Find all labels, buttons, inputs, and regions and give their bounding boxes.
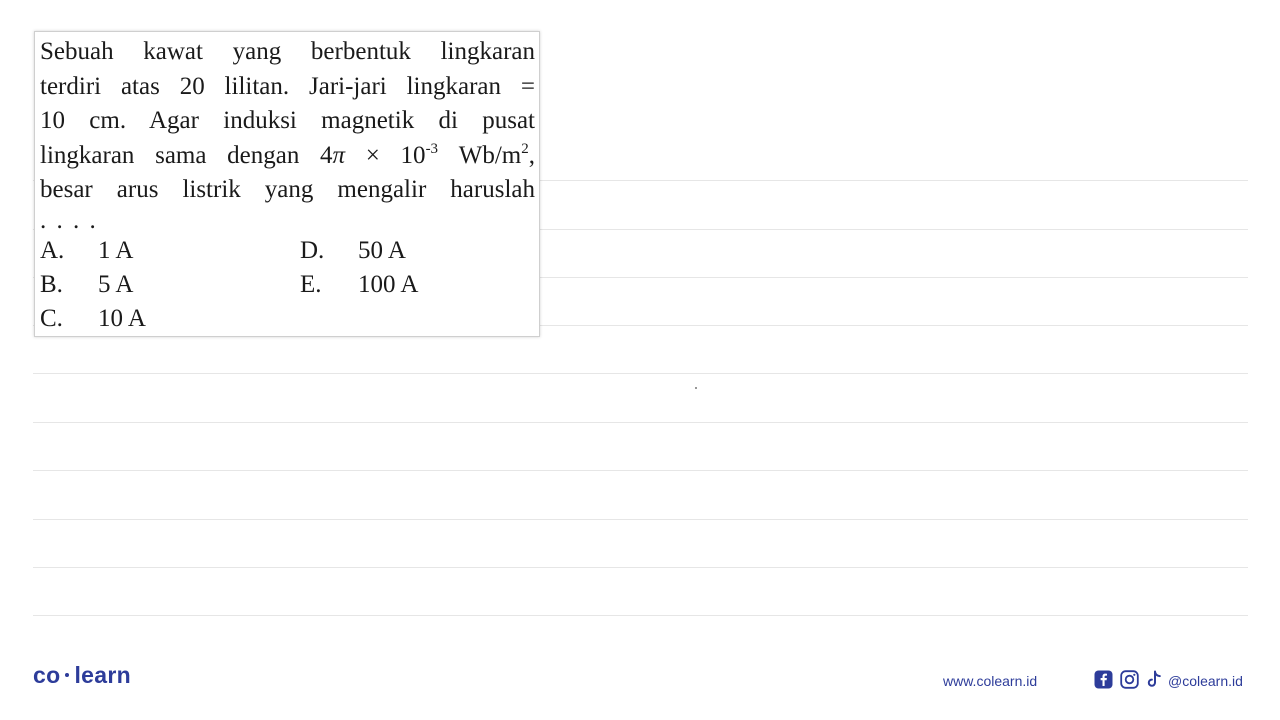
option-value: 1 A bbox=[98, 236, 134, 264]
unit-exponent: 2 bbox=[521, 140, 529, 157]
ruled-line bbox=[33, 422, 1248, 423]
instagram-icon[interactable] bbox=[1120, 670, 1139, 689]
option-letter: A. bbox=[40, 236, 65, 264]
option-letter: D. bbox=[300, 236, 325, 264]
logo-text-learn: learn bbox=[74, 662, 131, 688]
colearn-logo bbox=[33, 662, 131, 689]
question-card bbox=[34, 31, 540, 337]
answer-options bbox=[40, 234, 535, 374]
ruled-line bbox=[33, 615, 1248, 616]
social-handle[interactable]: @colearn.id bbox=[1168, 673, 1243, 689]
pi-symbol: π bbox=[332, 141, 346, 169]
logo-text-co: co bbox=[33, 662, 61, 688]
option-value: 50 A bbox=[358, 236, 406, 264]
formula-exponent: -3 bbox=[425, 140, 439, 157]
question-line: besar arus listrik yang mengalir haruslah bbox=[40, 176, 535, 203]
question-line-formula bbox=[40, 139, 535, 174]
logo-dot bbox=[65, 673, 69, 677]
formula-prefix: lingkaran sama dengan 4 bbox=[40, 141, 333, 169]
question-ellipsis: . . . . bbox=[40, 206, 98, 234]
facebook-icon[interactable] bbox=[1094, 670, 1113, 689]
option-a[interactable] bbox=[40, 234, 133, 267]
option-letter: B. bbox=[40, 270, 63, 298]
tiktok-icon[interactable] bbox=[1146, 670, 1163, 689]
option-letter: C. bbox=[40, 304, 63, 332]
option-b[interactable] bbox=[40, 268, 133, 301]
question-line: terdiri atas 20 lilitan. Jari-jari lingkaran = bbox=[40, 72, 535, 100]
question-line: Sebuah kawat yang berbentuk lingkaran bbox=[40, 38, 535, 65]
ruled-line bbox=[33, 519, 1248, 520]
option-e[interactable] bbox=[300, 268, 418, 301]
option-c[interactable] bbox=[40, 302, 146, 335]
option-value: 100 A bbox=[358, 270, 419, 298]
option-d[interactable] bbox=[300, 234, 406, 267]
option-value: 10 A bbox=[98, 304, 146, 332]
question-line: 10 cm. Agar induksi magnetik di pusat bbox=[40, 107, 535, 134]
formula-times: × 10 bbox=[345, 141, 426, 169]
stray-dot bbox=[695, 387, 697, 389]
option-value: 5 A bbox=[98, 270, 134, 298]
ruled-line bbox=[33, 470, 1248, 471]
website-link[interactable]: www.colearn.id bbox=[943, 673, 1038, 689]
option-letter: E. bbox=[300, 270, 322, 298]
formula-unit: Wb/m bbox=[438, 141, 522, 169]
formula-end: , bbox=[528, 141, 535, 169]
ruled-line bbox=[33, 567, 1248, 568]
